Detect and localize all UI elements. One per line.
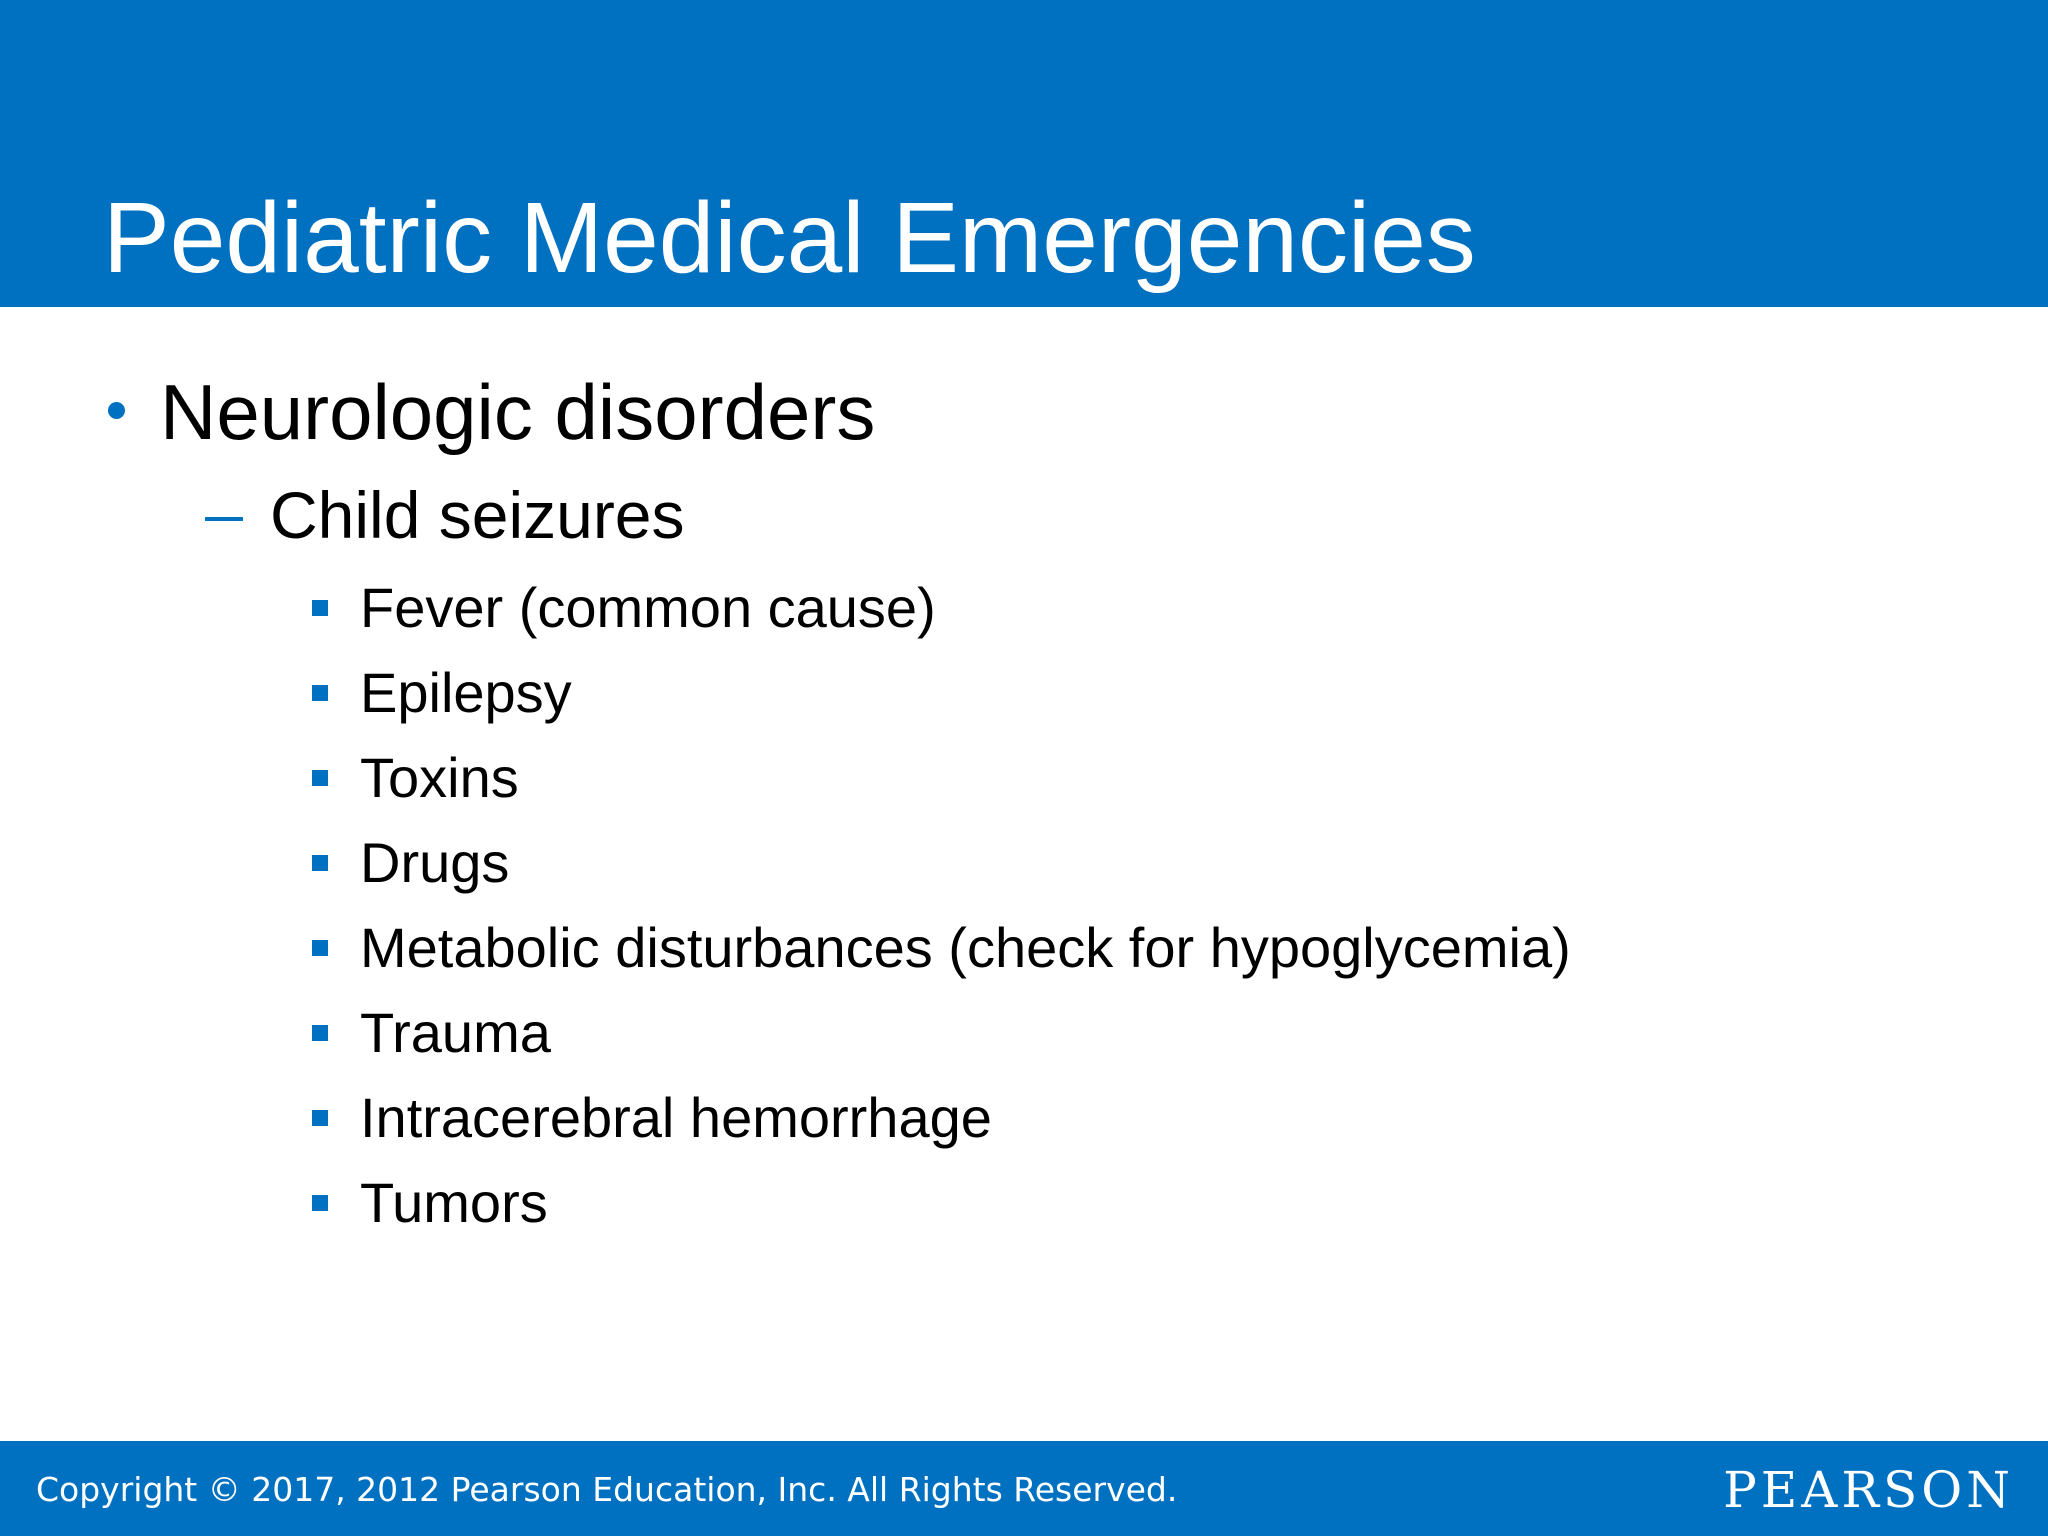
bullet-level3-text: Tumors [360,1171,548,1234]
bullet-level3-text: Toxins [360,746,519,809]
slide-title: Pediatric Medical Emergencies [103,182,1476,294]
square-bullet-icon [312,940,328,956]
square-bullet-icon [312,685,328,701]
bullet-level3-text: Drugs [360,831,510,894]
bullet-level3-text: Fever (common cause) [360,576,936,639]
bullet-level3-text: Trauma [360,1001,551,1064]
pearson-logo: PEARSON [1723,1461,2014,1519]
square-bullet-icon [312,600,328,616]
bullet-level3-text: Intracerebral hemorrhage [360,1086,992,1149]
bullet-level1-text: Neurologic disorders [160,368,876,456]
square-bullet-icon [312,1195,328,1211]
dash-bullet-icon [205,517,243,521]
bullet-level3-text: Epilepsy [360,661,572,724]
square-bullet-icon [312,1110,328,1126]
square-bullet-icon [312,770,328,786]
square-bullet-icon [312,855,328,871]
bullet-level3-text: Metabolic disturbances (check for hypoglycemia) [360,916,1571,979]
copyright-notice: Copyright © 2017, 2012 Pearson Education, Inc. All Rights Reserved. [36,1470,1178,1509]
round-bullet-icon [108,402,125,419]
square-bullet-icon [312,1025,328,1041]
bullet-level2-text: Child seizures [270,478,685,552]
